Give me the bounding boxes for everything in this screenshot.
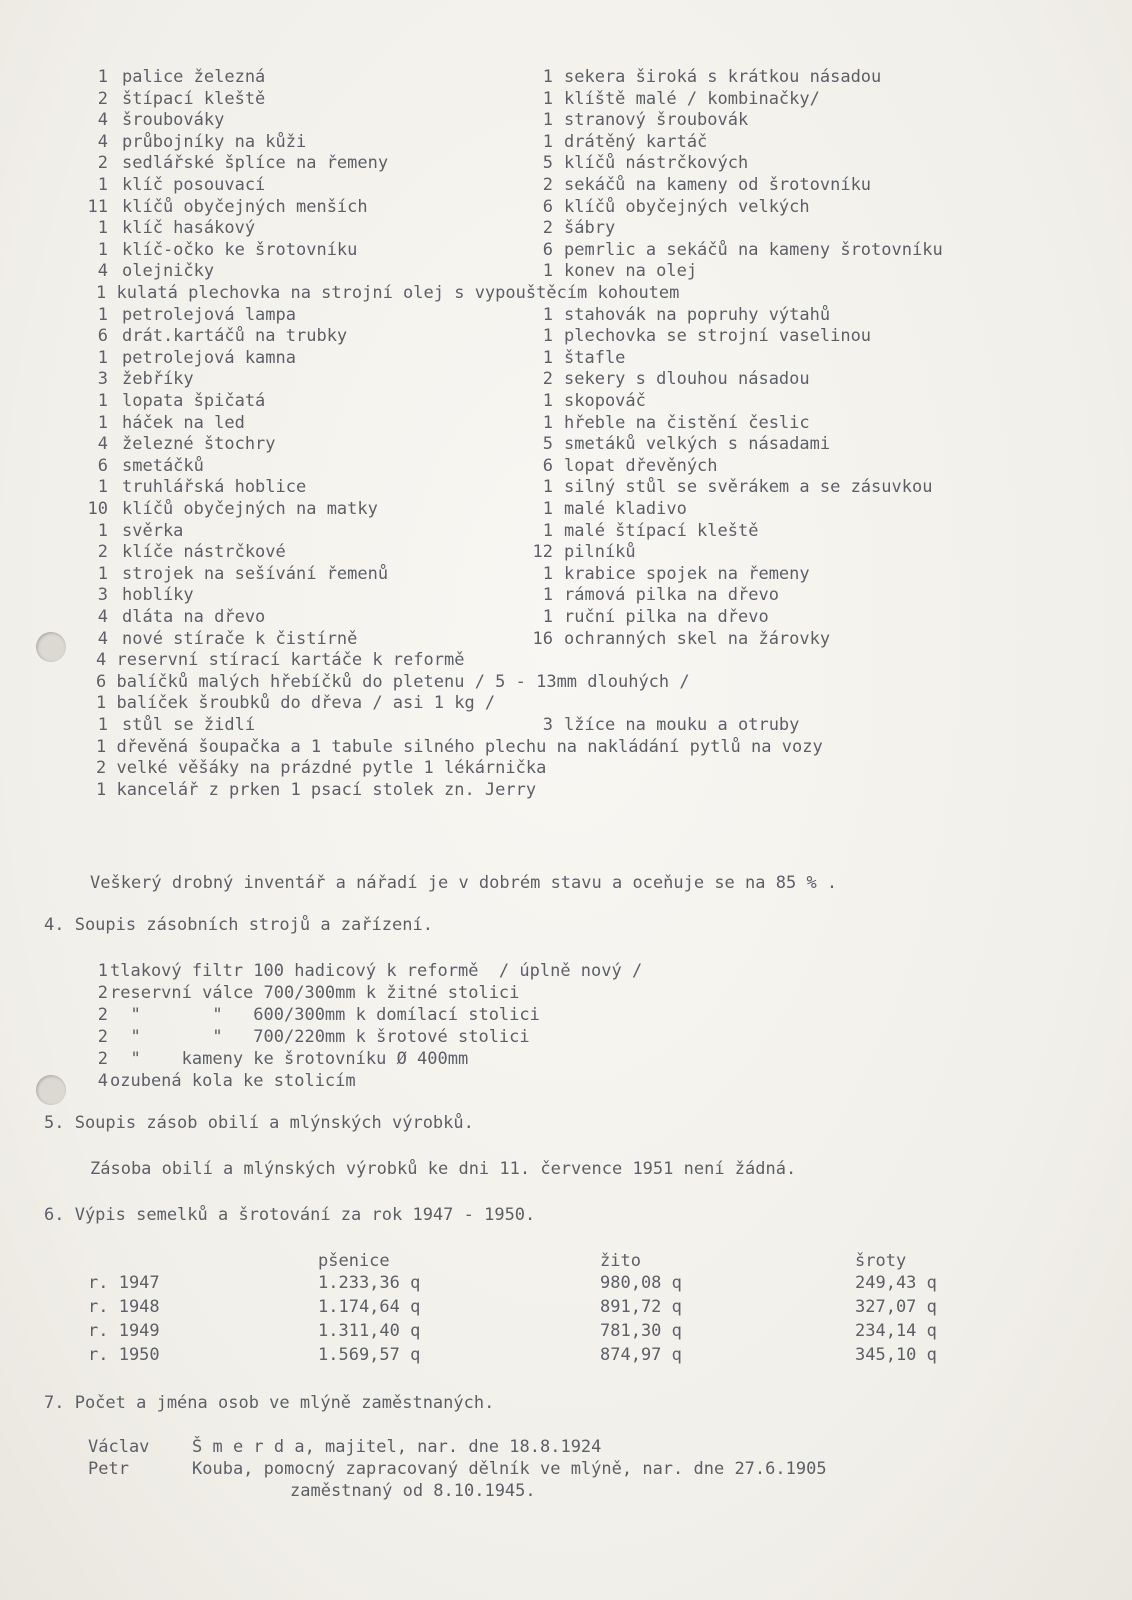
left-item: nové stírače k čistírně <box>122 629 358 649</box>
section-4-item <box>0 982 1132 1004</box>
left-item: truhlářská hoblice <box>122 477 307 497</box>
right-quantity: 1 <box>542 607 553 627</box>
inventory-row <box>0 628 1132 650</box>
item-quantity: 1 <box>97 961 108 981</box>
inventory-row <box>0 520 1132 542</box>
right-quantity: 1 <box>542 305 553 325</box>
left-item: železné štochry <box>122 434 276 454</box>
inventory-row-full <box>0 779 1132 801</box>
left-item: strojek na sešívání řemenů <box>122 564 389 584</box>
section-4-item <box>0 1070 1132 1092</box>
right-item: silný stůl se svěrákem a se zásuvkou <box>564 477 933 497</box>
right-item: pilníků <box>564 542 636 562</box>
inventory-row <box>0 433 1132 455</box>
left-quantity: 4 <box>97 110 108 130</box>
left-item: žebříky <box>122 369 194 389</box>
item-text: tlakový filtr 100 hadicový k reformě / úplně nový / <box>110 961 643 981</box>
right-quantity: 1 <box>542 89 553 109</box>
right-quantity: 2 <box>542 218 553 238</box>
section-4-item <box>0 1004 1132 1026</box>
right-item: plechovka se strojní vaselinou <box>564 326 872 346</box>
right-quantity: 3 <box>542 715 553 735</box>
left-quantity: 4 <box>97 261 108 281</box>
left-item: lopata špičatá <box>122 391 266 411</box>
inventory-row <box>0 88 1132 110</box>
inventory-row <box>0 390 1132 412</box>
right-item: stranový šroubovák <box>564 110 749 130</box>
left-quantity: 1 <box>97 67 108 87</box>
inventory-row-full <box>0 757 1132 779</box>
item-text: ozubená kola ke stolicím <box>110 1071 356 1091</box>
left-item: palice železná <box>122 67 266 87</box>
left-quantity: 11 <box>87 197 108 217</box>
left-quantity: 4 <box>97 629 108 649</box>
right-item: rámová pilka na dřevo <box>564 585 779 605</box>
left-item: klíče nástrčkové <box>122 542 286 562</box>
right-item: klíště malé / kombinačky/ <box>564 89 820 109</box>
person-row <box>0 1458 1132 1480</box>
inventory-row-full <box>0 671 1132 693</box>
person-continuation <box>0 1480 1132 1502</box>
left-quantity: 3 <box>97 585 108 605</box>
inventory-row-full <box>0 282 1132 304</box>
item-quantity: 2 <box>97 1005 108 1025</box>
item-quantity: 2 <box>97 1027 108 1047</box>
table-row <box>0 1344 1132 1366</box>
left-quantity: 1 <box>97 564 108 584</box>
inventory-row <box>0 714 1132 736</box>
left-quantity: 1 <box>97 240 108 260</box>
left-quantity: 4 <box>97 434 108 454</box>
right-quantity: 1 <box>542 348 553 368</box>
item-text: " kameny ke šrotovníku Ø 400mm <box>110 1049 469 1069</box>
inventory-row <box>0 541 1132 563</box>
left-item: šroubováky <box>122 110 225 130</box>
item-quantity: 2 <box>97 1049 108 1069</box>
table-cell: 234,14 q <box>855 1321 937 1341</box>
table-cell: 1.569,57 q <box>318 1345 421 1365</box>
right-item: sekáčů na kameny od šrotovníku <box>564 175 872 195</box>
right-item: stahovák na popruhy výtahů <box>564 305 831 325</box>
inventory-row <box>0 260 1132 282</box>
person-first-name: Václav <box>88 1437 150 1457</box>
inventory-row-full <box>0 872 1132 894</box>
left-item: průbojníky na kůži <box>122 132 307 152</box>
inventory-row <box>0 368 1132 390</box>
right-item: pemrlic a sekáčů na kameny šrotovníku <box>564 240 943 260</box>
left-item: petrolejová kamna <box>122 348 296 368</box>
right-quantity: 1 <box>542 477 553 497</box>
right-item: štafle <box>564 348 626 368</box>
section-5-text <box>0 1158 1132 1180</box>
section-4-heading: 4. Soupis zásobních strojů a zařízení. <box>44 915 433 935</box>
row-text: 1 balíček šroubků do dřeva / asi 1 kg / <box>96 693 496 713</box>
right-item: ochranných skel na žárovky <box>564 629 831 649</box>
section-heading <box>0 1204 1132 1226</box>
person-details: Kouba, pomocný zapracovaný dělník ve mlýně, nar. dne 27.6.1905 <box>192 1459 827 1479</box>
right-quantity: 2 <box>542 175 553 195</box>
left-quantity: 1 <box>97 413 108 433</box>
inventory-row <box>0 174 1132 196</box>
right-quantity: 2 <box>542 369 553 389</box>
row-text: 4 reservní stírací kartáče k reformě <box>96 650 465 670</box>
row-text: 2 velké věšáky na prázdné pytle 1 lékárnička <box>96 758 547 778</box>
left-quantity: 1 <box>97 218 108 238</box>
right-item: skopováč <box>564 391 646 411</box>
right-item: šábry <box>564 218 616 238</box>
section-heading <box>0 914 1132 936</box>
column-header: pšenice <box>318 1251 390 1271</box>
item-text: reservní válce 700/300mm k žitné stolici <box>110 983 520 1003</box>
left-item: olejničky <box>122 261 215 281</box>
right-quantity: 1 <box>542 110 553 130</box>
left-quantity: 1 <box>97 391 108 411</box>
left-item: sedlářské šplíce na řemeny <box>122 153 389 173</box>
right-quantity: 6 <box>542 240 553 260</box>
inventory-row <box>0 196 1132 218</box>
right-item: lžíce na mouku a otruby <box>564 715 800 735</box>
section-7-heading: 7. Počet a jména osob ve mlýně zaměstnaných. <box>44 1393 495 1413</box>
table-cell: r. 1950 <box>88 1345 160 1365</box>
right-item: sekery s dlouhou násadou <box>564 369 810 389</box>
left-quantity: 6 <box>97 456 108 476</box>
column-header: žito <box>600 1251 641 1271</box>
right-item: konev na olej <box>564 261 698 281</box>
left-item: drát.kartáčů na trubky <box>122 326 348 346</box>
right-quantity: 1 <box>542 564 553 584</box>
table-cell: r. 1947 <box>88 1273 160 1293</box>
right-quantity: 1 <box>542 413 553 433</box>
person-first-name: Petr <box>88 1459 129 1479</box>
right-quantity: 1 <box>542 261 553 281</box>
table-header <box>0 1250 1132 1272</box>
row-text: 1 dřevěná šoupačka a 1 tabule silného plechu na nakládání pytlů na vozy <box>96 737 823 757</box>
section-4-item <box>0 1048 1132 1070</box>
right-item: lopat dřevěných <box>564 456 718 476</box>
right-quantity: 6 <box>542 197 553 217</box>
inventory-row <box>0 584 1132 606</box>
left-quantity: 2 <box>97 542 108 562</box>
right-quantity: 6 <box>542 456 553 476</box>
row-text: 1 kulatá plechovka na strojní olej s vypouštěcím kohoutem <box>96 283 680 303</box>
inventory-row <box>0 131 1132 153</box>
right-quantity: 5 <box>542 153 553 173</box>
item-text: " " 600/300mm k domílací stolici <box>110 1005 540 1025</box>
section-heading <box>0 1392 1132 1414</box>
inventory-row-full <box>0 692 1132 714</box>
right-quantity: 1 <box>542 499 553 519</box>
row-text: Veškerý drobný inventář a nářadí je v dobrém stavu a oceňuje se na 85 % . <box>90 873 838 893</box>
left-item: klíč hasákový <box>122 218 256 238</box>
item-quantity: 2 <box>97 983 108 1003</box>
right-item: malé kladivo <box>564 499 687 519</box>
left-quantity: 1 <box>97 175 108 195</box>
right-quantity: 1 <box>542 585 553 605</box>
table-cell: 345,10 q <box>855 1345 937 1365</box>
section-4-item <box>0 960 1132 982</box>
inventory-row <box>0 455 1132 477</box>
table-row <box>0 1296 1132 1318</box>
right-quantity: 1 <box>542 391 553 411</box>
left-quantity: 1 <box>97 348 108 368</box>
left-item: stůl se židlí <box>122 715 256 735</box>
inventory-row <box>0 498 1132 520</box>
inventory-row <box>0 152 1132 174</box>
table-cell: 874,97 q <box>600 1345 682 1365</box>
right-item: ruční pilka na dřevo <box>564 607 769 627</box>
right-item: smetáků velkých s násadami <box>564 434 831 454</box>
section-4-item <box>0 1026 1132 1048</box>
paragraph: Zásoba obilí a mlýnských výrobků ke dni 11. července 1951 není žádná. <box>90 1159 797 1179</box>
table-row <box>0 1320 1132 1342</box>
left-quantity: 6 <box>97 326 108 346</box>
left-item: petrolejová lampa <box>122 305 296 325</box>
left-item: klíčů obyčejných menších <box>122 197 368 217</box>
inventory-row <box>0 239 1132 261</box>
right-item: sekera široká s krátkou násadou <box>564 67 882 87</box>
left-item: klíčů obyčejných na matky <box>122 499 378 519</box>
left-item: štípací kleště <box>122 89 266 109</box>
inventory-row-full <box>0 736 1132 758</box>
right-item: drátěný kartáč <box>564 132 708 152</box>
section-6-heading: 6. Výpis semelků a šrotování za rok 1947 - 1950. <box>44 1205 536 1225</box>
right-quantity: 16 <box>532 629 553 649</box>
table-row <box>0 1272 1132 1294</box>
inventory-row <box>0 109 1132 131</box>
left-quantity: 1 <box>97 305 108 325</box>
left-item: dláta na dřevo <box>122 607 266 627</box>
table-cell: r. 1948 <box>88 1297 160 1317</box>
right-item: malé štípací kleště <box>564 521 759 541</box>
left-item: svěrka <box>122 521 184 541</box>
right-quantity: 12 <box>532 542 553 562</box>
left-quantity: 1 <box>97 715 108 735</box>
left-item: hoblíky <box>122 585 194 605</box>
table-cell: 1.311,40 q <box>318 1321 421 1341</box>
left-quantity: 1 <box>97 521 108 541</box>
left-quantity: 2 <box>97 153 108 173</box>
inventory-row <box>0 66 1132 88</box>
inventory-row <box>0 563 1132 585</box>
table-cell: 249,43 q <box>855 1273 937 1293</box>
row-text: 6 balíčků malých hřebíčků do pletenu / 5 - 13mm dlouhých / <box>96 672 690 692</box>
person-details: Š m e r d a, majitel, nar. dne 18.8.1924 <box>192 1437 602 1457</box>
inventory-row <box>0 412 1132 434</box>
table-cell: 980,08 q <box>600 1273 682 1293</box>
inventory-row <box>0 606 1132 628</box>
section-5-heading: 5. Soupis zásob obilí a mlýnských výrobků. <box>44 1113 474 1133</box>
inventory-row <box>0 304 1132 326</box>
inventory-row <box>0 476 1132 498</box>
left-item: klíč posouvací <box>122 175 266 195</box>
left-quantity: 2 <box>97 89 108 109</box>
inventory-row <box>0 347 1132 369</box>
left-item: smetáčků <box>122 456 204 476</box>
left-item: háček na led <box>122 413 245 433</box>
left-quantity: 1 <box>97 477 108 497</box>
right-quantity: 1 <box>542 67 553 87</box>
table-cell: 781,30 q <box>600 1321 682 1341</box>
item-text: " " 700/220mm k šrotové stolici <box>110 1027 530 1047</box>
table-cell: r. 1949 <box>88 1321 160 1341</box>
left-quantity: 10 <box>87 499 108 519</box>
left-quantity: 4 <box>97 607 108 627</box>
right-quantity: 5 <box>542 434 553 454</box>
inventory-row <box>0 325 1132 347</box>
left-quantity: 3 <box>97 369 108 389</box>
item-quantity: 4 <box>97 1071 108 1091</box>
column-header: šroty <box>855 1251 907 1271</box>
section-heading <box>0 1112 1132 1134</box>
inventory-row-full <box>0 649 1132 671</box>
table-cell: 891,72 q <box>600 1297 682 1317</box>
right-item: hřeble na čistění česlic <box>564 413 810 433</box>
right-item: klíčů nástrčkových <box>564 153 749 173</box>
person-row <box>0 1436 1132 1458</box>
inventory-row <box>0 217 1132 239</box>
right-quantity: 1 <box>542 326 553 346</box>
left-item: klíč-očko ke šrotovníku <box>122 240 358 260</box>
table-cell: 327,07 q <box>855 1297 937 1317</box>
row-text: 1 kancelář z prken 1 psací stolek zn. Jerry <box>96 780 537 800</box>
right-item: krabice spojek na řemeny <box>564 564 810 584</box>
right-quantity: 1 <box>542 521 553 541</box>
table-cell: 1.233,36 q <box>318 1273 421 1293</box>
table-cell: 1.174,64 q <box>318 1297 421 1317</box>
continuation-text: zaměstnaný od 8.10.1945. <box>290 1481 536 1501</box>
right-item: klíčů obyčejných velkých <box>564 197 810 217</box>
right-quantity: 1 <box>542 132 553 152</box>
left-quantity: 4 <box>97 132 108 152</box>
